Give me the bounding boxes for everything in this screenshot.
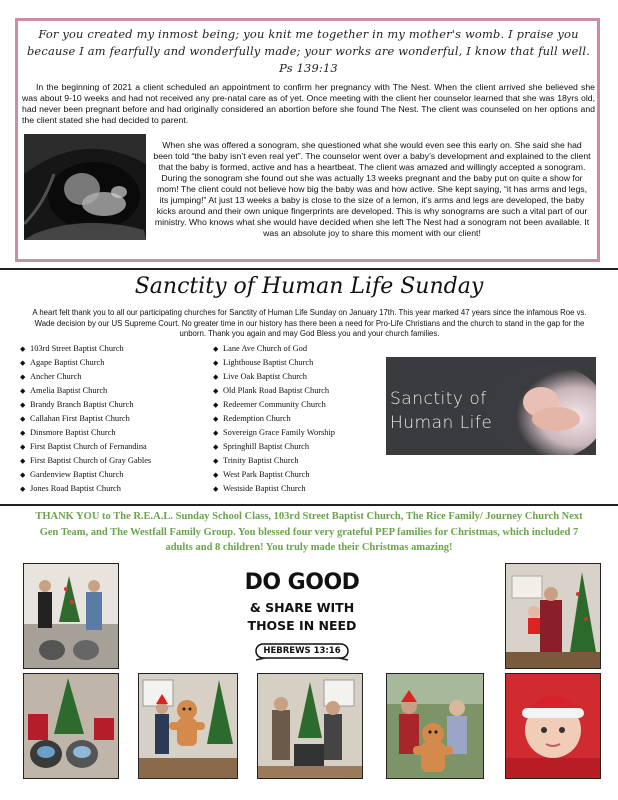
list-item: ◆ Springhill Baptist Church <box>213 440 335 454</box>
diamond-bullet-icon: ◆ <box>213 457 219 465</box>
diamond-bullet-icon: ◆ <box>20 345 26 353</box>
list-item: ◆ Gardenview Baptist Church <box>20 468 151 482</box>
diamond-bullet-icon: ◆ <box>20 443 26 451</box>
photo-baby-santa-hat <box>505 673 601 779</box>
diamond-bullet-icon: ◆ <box>213 471 219 479</box>
diamond-bullet-icon: ◆ <box>213 359 219 367</box>
list-item: ◆ Sovereign Grace Family Worship <box>213 426 335 440</box>
diamond-bullet-icon: ◆ <box>20 471 26 479</box>
diamond-bullet-icon: ◆ <box>213 415 219 423</box>
list-item: ◆ Callahan First Baptist Church <box>20 412 151 426</box>
list-item: ◆ Brandy Branch Baptist Church <box>20 398 151 412</box>
do-good-line-2: & SHARE WITH <box>249 600 355 615</box>
diamond-bullet-icon: ◆ <box>213 387 219 395</box>
photo-couple-with-stroller <box>257 673 363 779</box>
do-good-graphic <box>236 568 368 664</box>
diamond-bullet-icon: ◆ <box>20 415 26 423</box>
list-item: ◆ Redemption Church <box>213 412 335 426</box>
list-item: ◆ Westside Baptist Church <box>213 482 335 496</box>
section-divider <box>0 504 618 506</box>
sanctity-of-life-image <box>386 357 596 455</box>
photo-car-seats-gifts <box>23 673 119 779</box>
diamond-bullet-icon: ◆ <box>213 485 219 493</box>
list-item: ◆ Amelia Baptist Church <box>20 384 151 398</box>
diamond-bullet-icon: ◆ <box>20 401 26 409</box>
photo-woman-with-child <box>505 563 601 669</box>
photo-gingerbread-family <box>138 673 238 779</box>
list-item: ◆ Lane Ave Church of God <box>213 342 335 356</box>
diamond-bullet-icon: ◆ <box>20 485 26 493</box>
diamond-bullet-icon: ◆ <box>213 373 219 381</box>
section-divider <box>0 268 618 270</box>
do-good-heading: DO GOOD <box>244 570 360 595</box>
list-item: ◆ Old Plank Road Baptist Church <box>213 384 335 398</box>
list-item: ◆ Lighthouse Baptist Church <box>213 356 335 370</box>
scripture-reference: HEBREWS 13:16 <box>263 646 341 656</box>
list-item: ◆ Agape Baptist Church <box>20 356 151 370</box>
list-item: ◆ Live Oak Baptist Church <box>213 370 335 384</box>
list-item: ◆ Trinity Baptist Church <box>213 454 335 468</box>
story-paragraph-2: When she was offered a sonogram, she questioned what she would even see this early on. She said she had been told “the baby isn’t even real yet”. The counselor went over a baby’s development and explained to the client that the baby is formed, active and has a heartbeat. The client was amazed and willingly accepted a sonogram. During the sonogram she found out she was actually 13 weeks pregnant and the baby put on quite a show for mom! The client could not believe how big the baby was and how active. She kept saying, “it has arms and legs, its jumping!” At just 13 weeks a baby is close to the size of a lemon, it’s arms and legs are developed, the baby kicks around and their own unique fingerprints are developed. This is why sonograms are such a vital part of our ministry. Who knows what she would have decided when she left The Nest had a sonogram not been available. It was an absolute joy to share this moment with our client! <box>153 140 591 238</box>
list-item: ◆ Jones Road Baptist Church <box>20 482 151 496</box>
scripture-verse: For you created my inmost being; you knit me together in my mother's womb. I praise you because I am fearfully and wonderfully made; your works are wonderful, I know that full well. Ps 139:13 <box>26 27 591 75</box>
diamond-bullet-icon: ◆ <box>213 429 219 437</box>
list-item: ◆ 103rd Street Baptist Church <box>20 342 151 356</box>
list-item: ◆ First Baptist Church of Gray Gables <box>20 454 151 468</box>
diamond-bullet-icon: ◆ <box>213 443 219 451</box>
diamond-bullet-icon: ◆ <box>20 387 26 395</box>
diamond-bullet-icon: ◆ <box>213 345 219 353</box>
church-list-left <box>20 342 151 496</box>
list-item: ◆ West Park Baptist Church <box>213 468 335 482</box>
list-item: ◆ Dinsmore Baptist Church <box>20 426 151 440</box>
list-item: ◆ First Baptist Church of Fernandina <box>20 440 151 454</box>
section-title: Sanctity of Human Life Sunday <box>134 274 484 299</box>
sonogram-image <box>24 134 146 240</box>
list-item: ◆ Redeemer Community Church <box>213 398 335 412</box>
image-caption: Sanctity of Human Life <box>390 389 493 433</box>
photo-outdoor-gingerbread <box>386 673 484 779</box>
church-list-right <box>213 342 335 496</box>
thank-you-note: THANK YOU to The R.E.A.L. Sunday School Class, 103rd Street Baptist Church, The Rice Family/ Journey Church Next Gen Team, and The Westfall Family Group. You blessed four very grateful PEP families for Christmas, which included 7 adults and 8 children! You truly made their Christmas amazing! <box>35 511 583 553</box>
diamond-bullet-icon: ◆ <box>213 401 219 409</box>
photo-family-car-seats <box>23 563 119 669</box>
story-paragraph-1: In the beginning of 2021 a client scheduled an appointment to confirm her pregnancy with The Nest. When the client arrived she believed she was about 9-10 weeks and had not received any pre-natal care as of yet. Once meeting with the client her counselor learned that she was 18yrs old, had never been pregnant before and had originally considered an abortion before she found The Nest. The client was counseled on her options and the client stated she had decided to parent. <box>22 82 595 125</box>
do-good-line-3: THOSE IN NEED <box>247 618 357 633</box>
diamond-bullet-icon: ◆ <box>20 457 26 465</box>
list-item: ◆ Ancher Church <box>20 370 151 384</box>
diamond-bullet-icon: ◆ <box>20 359 26 367</box>
sanctity-intro: A heart felt thank you to all our participating churches for Sanctity of Human Life Sunday on January 17th. This year marked 47 years since the infamous Roe vs. Wade decision by our US Supreme Court. No greater time in our history has there been a need for Pro-Life Christians and the church to stand in the gap for the unborn. Thank you again and may God Bless you and your church families. <box>32 308 587 338</box>
diamond-bullet-icon: ◆ <box>20 429 26 437</box>
diamond-bullet-icon: ◆ <box>20 373 26 381</box>
